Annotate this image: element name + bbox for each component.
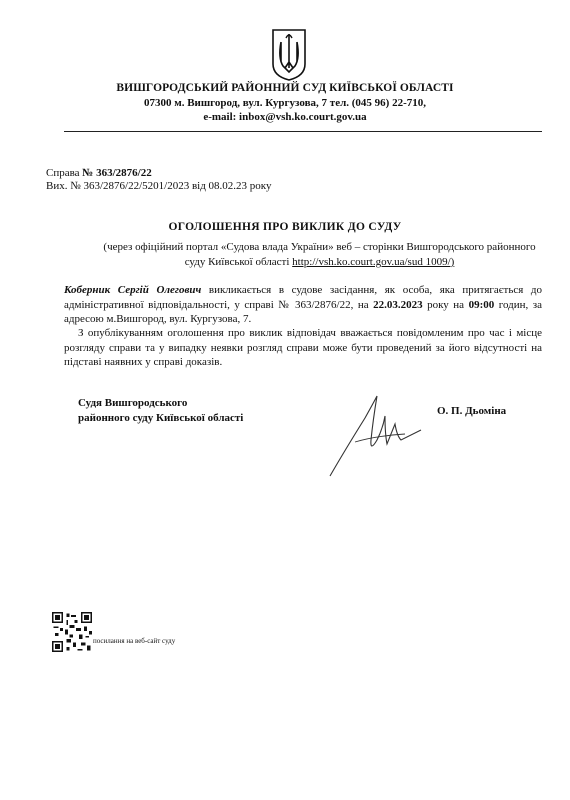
court-website-link[interactable]: http://vsh.ko.court.gov.ua/sud 1009/) <box>292 256 455 268</box>
judge-title <box>78 396 243 426</box>
summons-paragraph <box>64 283 542 327</box>
hearing-time: 09:00 <box>468 298 495 311</box>
handwritten-signature <box>325 390 425 480</box>
judge-name: О. П. Дьоміна <box>437 405 507 417</box>
case-number-line <box>46 167 152 179</box>
qr-code-icon[interactable] <box>52 612 92 652</box>
defendant-name: Коберник Сергій Олегович <box>64 284 202 296</box>
judge-title-line2: районного суду Київської області <box>78 412 244 424</box>
coat-of-arms-icon <box>271 28 307 82</box>
qr-caption: посилання на веб-сайт суду <box>93 637 176 645</box>
case-prefix: Справа <box>46 167 83 179</box>
subtitle-text: (через офіційний портал «Судова влада України» веб – сторінки Вишгородського районного суду Київської області <box>103 241 536 268</box>
subtitle <box>92 240 547 270</box>
case-number: № 363/2876/22 <box>82 167 152 179</box>
summons-text-b: року на <box>422 298 469 311</box>
outgoing-number-line: Вих. № 363/2876/22/5201/2023 від 08.02.23 року <box>46 180 272 192</box>
court-email: e-mail: inbox@vsh.ko.court.gov.ua <box>203 111 367 123</box>
summons-text-c: годин, за адресою м.Вишгород, вул. Кургузова, 7. <box>64 298 542 325</box>
court-address: 07300 м. Вишгород, вул. Кургузова, 7 тел. (045 96) 22-710, <box>143 97 427 109</box>
summons-text-a: викликається в судове засідання, як особа, яка притягається до адміністративної відповідальності, у справі № 363/2876/22, на <box>64 284 542 311</box>
judge-title-line1: Судя Вишгородського <box>78 397 188 409</box>
document-title: ОГОЛОШЕННЯ ПРО ВИКЛИК ДО СУДУ <box>168 221 402 233</box>
court-name: ВИШГОРОДСЬКИЙ РАЙОННИЙ СУД КИЇВСЬКОЇ ОБЛАСТІ <box>116 82 454 94</box>
notice-paragraph: З опублікуванням оголошення про виклик відповідач вважається повідомленим про час і місце розгляду справи та у випадку неявки розгляд справи може бути проведений за його відсутності на підставі наявних у справі доказів. <box>64 327 542 368</box>
header-divider <box>64 131 542 132</box>
hearing-date: 22.03.2023 <box>373 298 423 311</box>
